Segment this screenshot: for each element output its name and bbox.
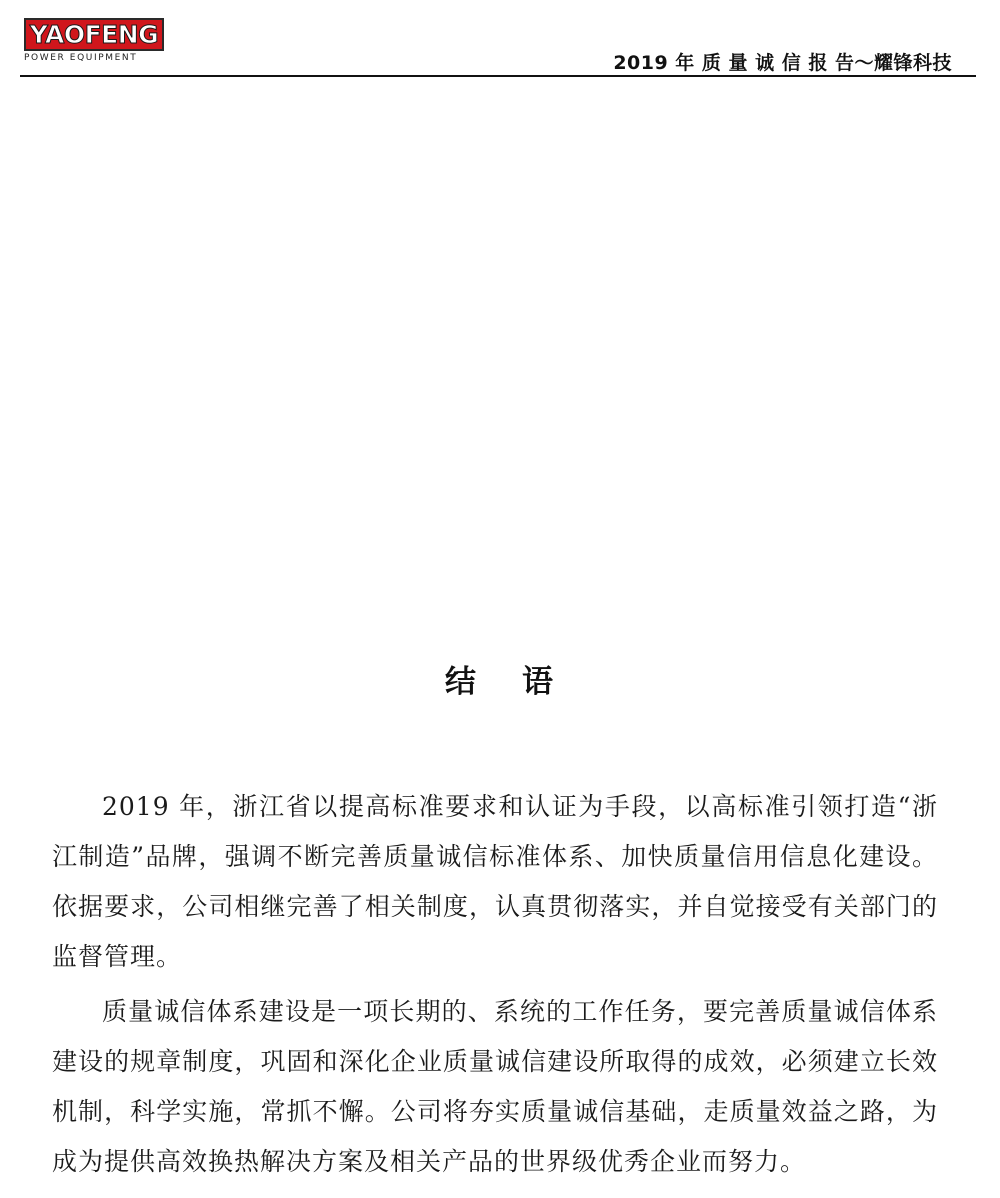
section-title-part2: 语 — [522, 664, 555, 700]
body-paragraph: 质量诚信体系建设是一项长期的、系统的工作任务，要完善质量诚信体系建设的规章制度，巩固和深化企业质量诚信建设所取得的成效，必须建立长效 机制，科学实施，常抓不懈。公司将夯实质量诚信基础，走质量效益之路，为成为提供高效换热解决方案及相关产品的世界级优秀企业而努力。 — [52, 997, 938, 1176]
logo-badge — [24, 18, 164, 51]
header-divider — [20, 75, 976, 77]
section-title-part1: 结 — [445, 664, 478, 700]
logo-wordmark: YAOFENG — [29, 20, 159, 49]
section-title — [0, 656, 1000, 701]
logo-tagline: POWER EQUIPMENT — [24, 53, 138, 63]
body-paragraph: 2019 年，浙江省以提高标准要求和认证为手段，以高标准引领打造“浙江制造”品牌，强调不断完善质量诚信标准体系、加快质量信用信息化建设。依据要求，公司相继完善了相关制度，认真贯彻落实，并自觉接受有关部门的监督管理。 — [52, 792, 938, 971]
company-logo — [24, 18, 166, 63]
body-content — [52, 782, 938, 1192]
report-header-title: 2019 年 质 量 诚 信 报 告～耀锋科技 — [613, 52, 952, 74]
